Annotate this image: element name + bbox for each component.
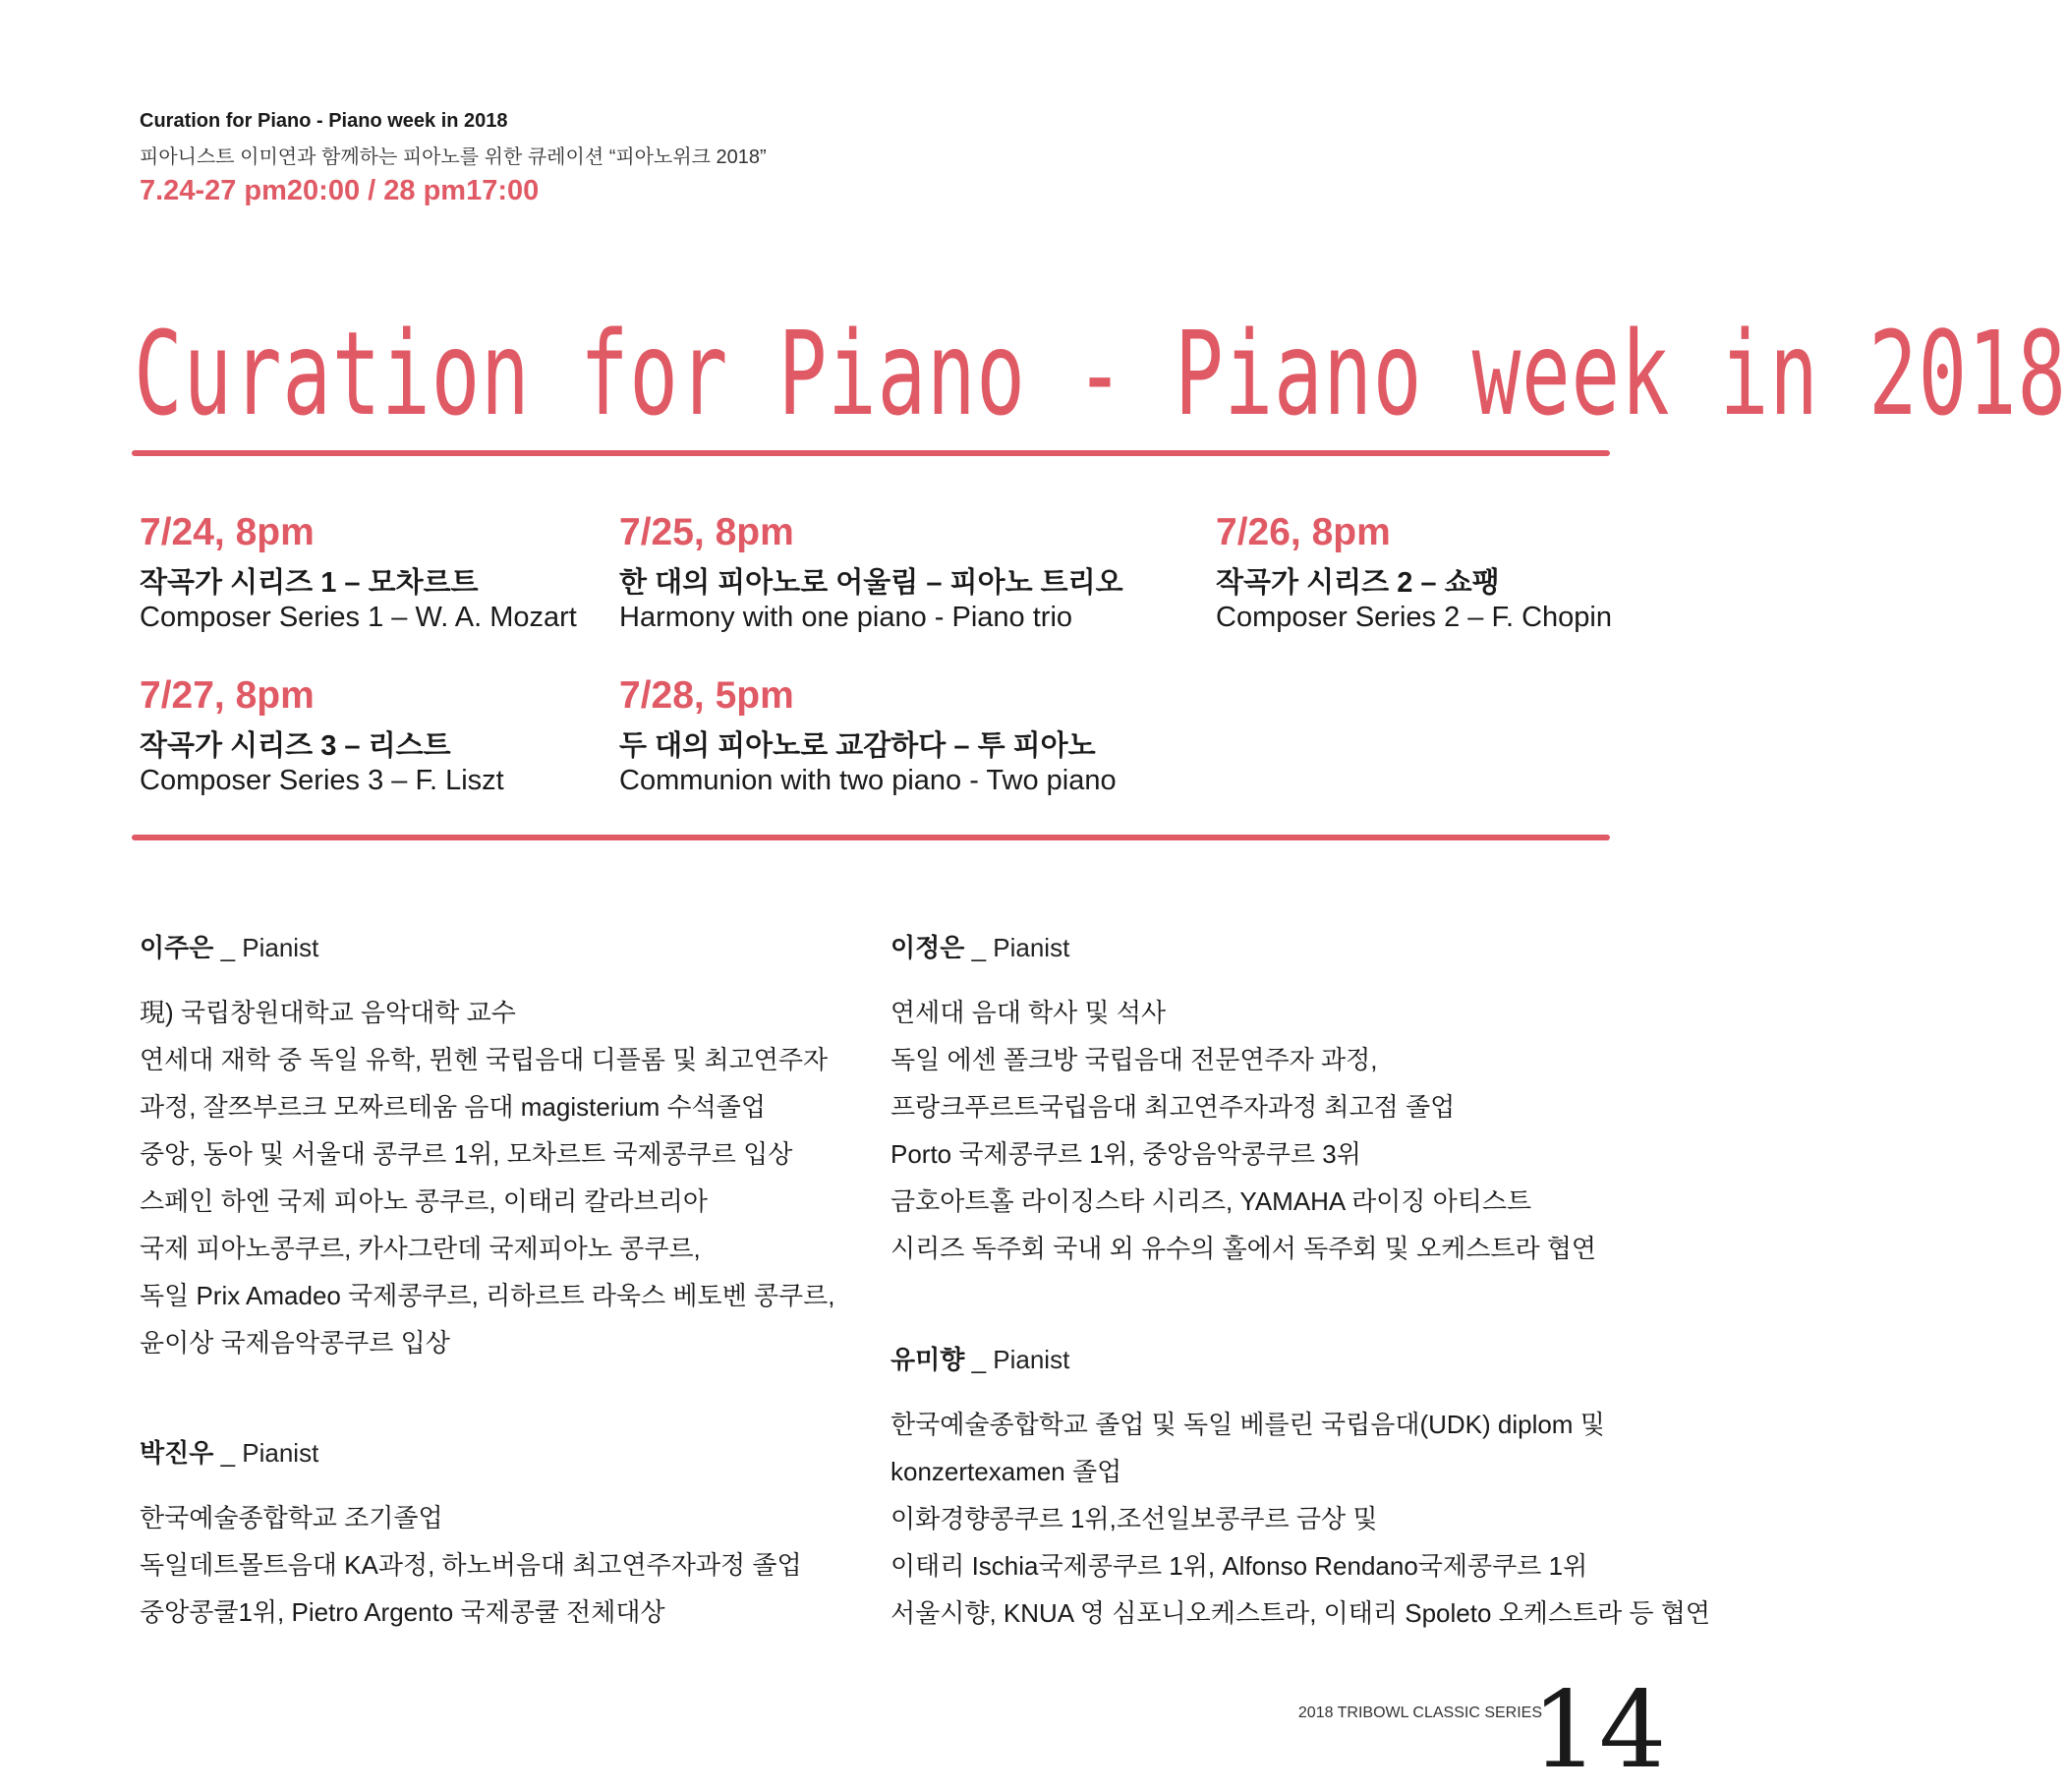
bio-line: 과정, 잘쯔부르크 모짜르테움 음대 magisterium 수석졸업 — [140, 1092, 767, 1122]
event-title-ko: 두 대의 피아노로 교감하다 – 투 피아노 — [619, 730, 1096, 762]
bio-line: 시리즈 독주회 국내 외 유수의 홀에서 독주회 및 오케스트라 협연 — [890, 1234, 1597, 1263]
bio-line: 금호아트홀 라이징스타 시리즈, YAMAHA 라이징 아티스트 — [890, 1186, 1532, 1216]
bio-line: 중앙, 동아 및 서울대 콩쿠르 1위, 모차르트 국제콩쿠르 입상 — [140, 1139, 793, 1169]
bio-line: konzertexamen 졸업 — [890, 1457, 1122, 1486]
bio-line: 독일 Prix Amadeo 국제콩쿠르, 리하르트 라욱스 베토벤 콩쿠르, — [140, 1281, 835, 1310]
bio-name: 박진우 — [140, 1438, 214, 1468]
footer-series: 2018 TRIBOWL CLASSIC SERIES — [1297, 1705, 1542, 1721]
event-title-en: Composer Series 1 – W. A. Mozart — [140, 602, 577, 633]
bio-role: _ Pianist — [213, 933, 319, 962]
header-subtitle-ko: 피아니스트 이미연과 함께하는 피아노를 위한 큐레이션 “피아노위크 2018” — [140, 146, 767, 168]
bio-name: 유미향 — [890, 1345, 965, 1374]
event-title-ko: 작곡가 시리즈 3 – 리스트 — [140, 730, 451, 762]
bio-line: 중앙콩쿨1위, Pietro Argento 국제콩쿨 전체대상 — [140, 1597, 665, 1627]
event-title-en: Communion with two piano - Two piano — [619, 765, 1117, 796]
bio-line: 국제 피아노콩쿠르, 카사그란데 국제피아노 콩쿠르, — [140, 1234, 701, 1263]
bio-lee-jeongeun — [890, 928, 1696, 1262]
event-date: 7/25, 8pm — [619, 511, 794, 553]
bio-yu-mihyang — [890, 1340, 1711, 1635]
bio-lee-jueun — [140, 928, 847, 1360]
main-title: Curation for Piano - Piano week in 2018 — [134, 306, 2067, 441]
header-title-en: Curation for Piano - Piano week in 2018 — [140, 110, 508, 132]
bio-heading — [140, 928, 318, 964]
bio-heading — [890, 928, 1069, 964]
bio-line: 이화경향콩쿠르 1위,조선일보콩쿠르 금상 및 — [890, 1504, 1378, 1533]
bio-line: 프랑크푸르트국립음대 최고연주자과정 최고점 졸업 — [890, 1092, 1456, 1122]
header-dates: 7.24-27 pm20:00 / 28 pm17:00 — [140, 175, 540, 206]
event-title-en: Composer Series 3 – F. Liszt — [140, 765, 504, 796]
bio-line: 스페인 하엔 국제 피아노 콩쿠르, 이태리 칼라브리아 — [140, 1186, 709, 1216]
bio-name: 이주은 — [140, 933, 214, 962]
bio-line: 연세대 재학 중 독일 유학, 뮌헨 국립음대 디플롬 및 최고연주자 — [140, 1045, 829, 1074]
events-divider — [132, 835, 1610, 840]
bio-line: 윤이상 국제음악콩쿠르 입상 — [140, 1328, 450, 1358]
event-title-ko: 작곡가 시리즈 2 – 쇼팽 — [1216, 567, 1500, 599]
bio-line: 한국예술종합학교 졸업 및 독일 베를린 국립음대(UDK) diplom 및 — [890, 1410, 1605, 1439]
bio-line: 연세대 음대 학사 및 석사 — [890, 998, 1167, 1027]
bio-heading — [140, 1433, 318, 1470]
bio-heading — [890, 1340, 1069, 1376]
bio-line: 이태리 Ischia국제콩쿠르 1위, Alfonso Rendano국제콩쿠르 1위 — [890, 1551, 1588, 1581]
bio-park-jinwoo — [140, 1433, 847, 1630]
event-title-ko: 작곡가 시리즈 1 – 모차르트 — [140, 567, 479, 599]
bio-role: _ Pianist — [213, 1438, 319, 1468]
page-number: 14 — [1531, 1669, 1667, 1792]
bio-line: 서울시향, KNUA 영 심포니오케스트라, 이태리 Spoleto 오케스트라 등 협연 — [890, 1598, 1711, 1628]
bio-line: 독일 에센 폴크방 국립음대 전문연주자 과정, — [890, 1045, 1378, 1074]
event-date: 7/28, 5pm — [619, 674, 794, 717]
event-date: 7/27, 8pm — [140, 674, 315, 717]
bio-line: Porto 국제콩쿠르 1위, 중앙음악콩쿠르 3위 — [890, 1139, 1361, 1169]
bio-line: 한국예술종합학교 조기졸업 — [140, 1503, 443, 1532]
bio-line: 現) 국립창원대학교 음악대학 교수 — [140, 998, 516, 1027]
title-underline — [132, 450, 1610, 456]
bio-line: 독일데트몰트음대 KA과정, 하노버음대 최고연주자과정 졸업 — [140, 1550, 802, 1580]
event-date: 7/26, 8pm — [1216, 511, 1391, 553]
bio-name: 이정은 — [890, 933, 965, 962]
event-title-ko: 한 대의 피아노로 어울림 – 피아노 트리오 — [619, 567, 1123, 599]
event-title-en: Harmony with one piano - Piano trio — [619, 602, 1073, 633]
bio-role: _ Pianist — [964, 933, 1070, 962]
event-title-en: Composer Series 2 – F. Chopin — [1216, 602, 1612, 633]
bio-role: _ Pianist — [964, 1345, 1070, 1374]
event-date: 7/24, 8pm — [140, 511, 315, 553]
